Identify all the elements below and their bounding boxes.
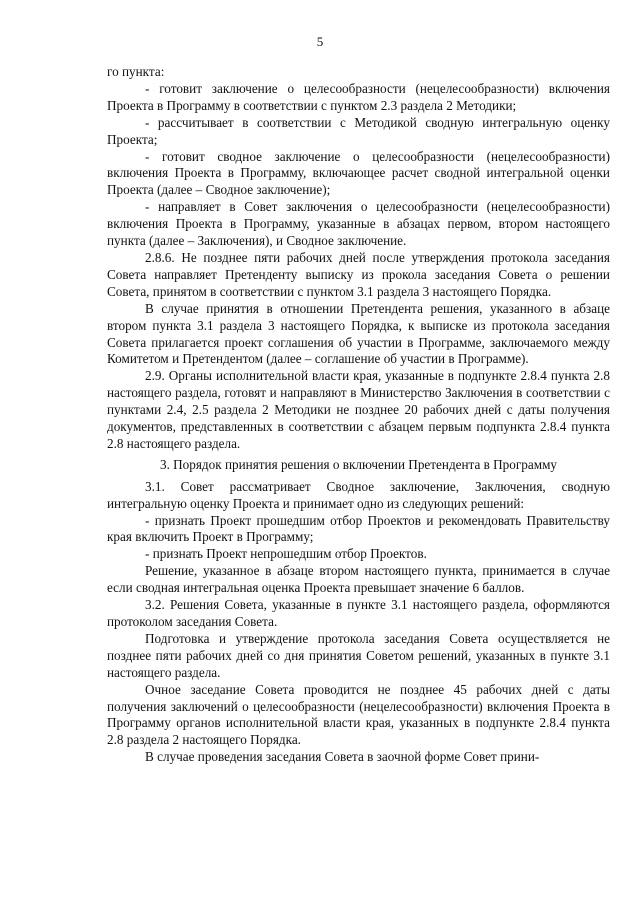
list-item-sends-to-council: - направляет в Совет заключения о целесообразности (нецелесообразности) включения Проекта в Программу, указанные в абзацах первом, втором настоящего пункта (далее – Заключения), и Сводное заключение. — [107, 199, 610, 249]
paragraph-3-1: 3.1. Совет рассматривает Сводное заключение, Заключения, сводную интегральную оценку Проекта и принимает одно из следующих решений: — [107, 478, 610, 511]
paragraph-protocol-approval: Подготовка и утверждение протокола заседания Совета осуществляется не позднее пяти рабочих дней со дня принятия Советом решений, указанных в пункте 3.1 настоящего раздела. — [107, 630, 610, 680]
list-item-recognize-failed: - признать Проект непрошедшим отбор Проектов. — [145, 546, 427, 562]
document-body — [107, 64, 610, 766]
list-item-recognize-passed: - признать Проект прошедшим отбор Проектов и рекомендовать Правительству края включить Проект в Программу; — [107, 512, 610, 545]
paragraph-decision-threshold: Решение, указанное в абзаце втором настоящего пункта, принимается в случае если сводная интегральная оценка Проекта превышает значение 6 баллов. — [107, 563, 610, 596]
list-item-calculates-score: - рассчитывает в соответствии с Методикой сводную интегральную оценку Проекта; — [107, 114, 610, 147]
page-number: 5 — [316, 34, 324, 49]
list-item-prepares-conclusion: - готовит заключение о целесообразности (нецелесообразности) включения Проекта в Программу в соответствии с пунктом 2.3 раздела 2 Методики; — [107, 80, 610, 113]
paragraph-2-9: 2.9. Органы исполнительной власти края, указанные в подпункте 2.8.4 пункта 2.8 настоящего раздела, готовят и направляют в Министерство Заключения в соответствии с пунктами 2.4, 2.5 раздела 2 Методики не позднее 20 рабочих дней с даты получения документов, представленных в соответствии с абзацем первым подпункта 2.8.4 пункта 2.8 настоящего раздела. — [107, 368, 610, 451]
section-3-heading: 3. Порядок принятия решения о включении Претендента в Программу — [159, 456, 558, 472]
paragraph-continuation: го пункта: — [107, 64, 165, 79]
list-item-summary-conclusion: - готовит сводное заключение о целесообразности (нецелесообразности) включения Проекта в Программу, включающее расчет сводной интегральной оценки Проекта (далее – Сводное заключение); — [107, 148, 610, 198]
paragraph-absentee-meeting: В случае проведения заседания Совета в заочной форме Совет прини- — [145, 749, 540, 765]
paragraph-2-8-6: 2.8.6. Не позднее пяти рабочих дней после утверждения протокола заседания Совета направляет Претенденту выписку из прокола заседания Совета о решении Совета, принятом в соответствии с пунктом 3.1 раздела 3 настоящего Порядка. — [107, 249, 610, 299]
paragraph-in-person-meeting: Очное заседание Совета проводится не позднее 45 рабочих дней с даты получения заключений о целесообразности (нецелесообразности) включения Проекта в Программу органов исполнительной власти края, указанных в подпункте 2.8.4 пункта 2.8 раздела 2 настоящего Порядка. — [107, 681, 610, 748]
paragraph-3-2: 3.2. Решения Совета, указанные в пункте 3.1 настоящего раздела, оформляются протоколом заседания Совета. — [107, 597, 610, 629]
paragraph-agreement-draft: В случае принятия в отношении Претендента решения, указанного в абзаце втором пункта 3.1 раздела 3 настоящего Порядка, к выписке из протокола заседания Совета прилагается проект соглашения об участии в Программе, заключаемого между Комитетом и Претендентом (далее – соглашение об участии в Программе). — [107, 300, 610, 367]
